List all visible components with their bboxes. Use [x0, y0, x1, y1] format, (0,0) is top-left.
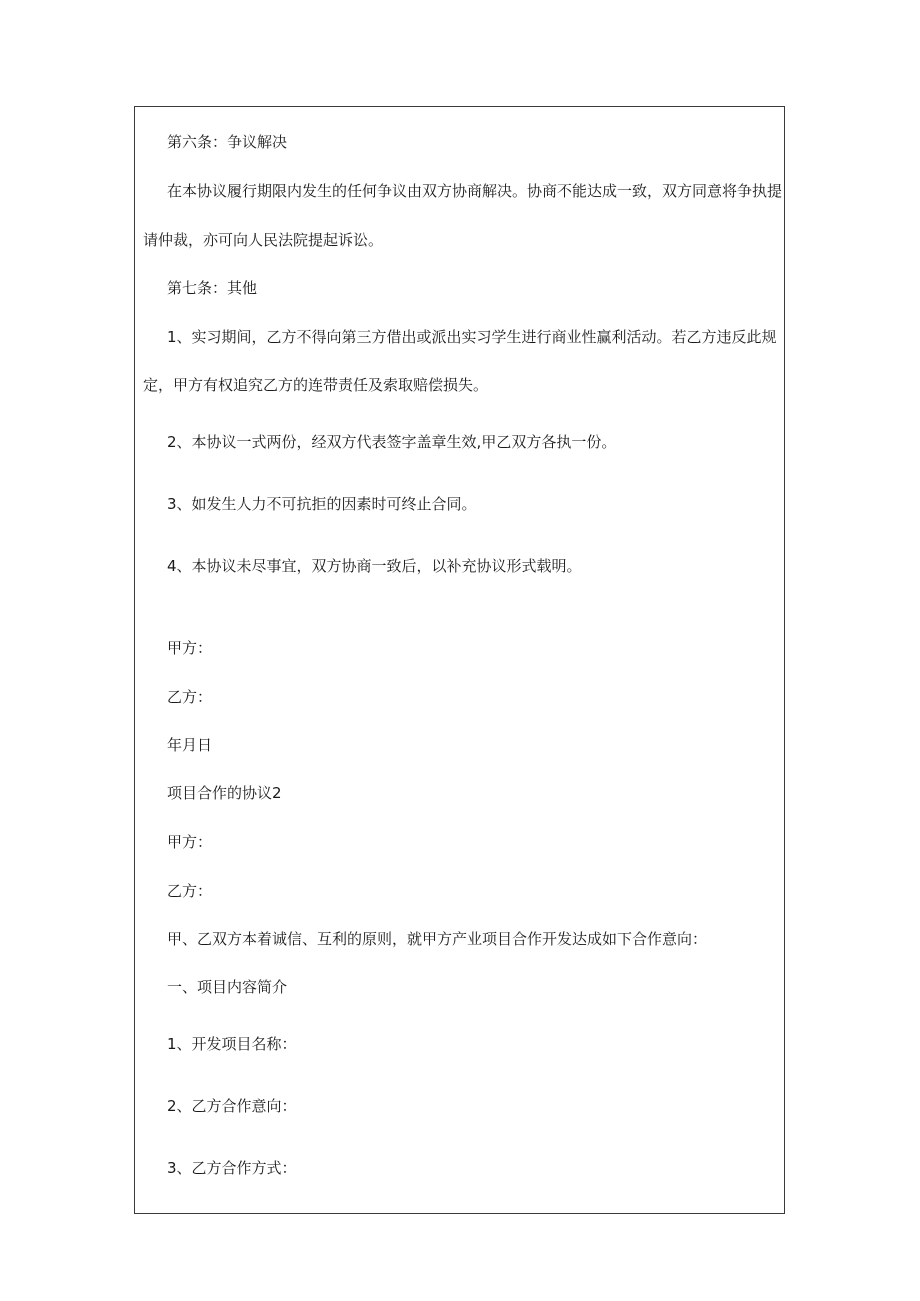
agreement-2-party-a: 甲方：	[167, 833, 213, 851]
article-7-item-1-line-2: 定，甲方有权追究乙方的连带责任及索取赔偿损失。	[143, 376, 489, 394]
article-6-text-line-1: 在本协议履行期限内发生的任何争议由双方协商解决。协商不能达成一致，双方同意将争执提	[167, 182, 783, 200]
agreement-2-party-b: 乙方：	[167, 882, 213, 900]
signature-party-b: 乙方：	[167, 688, 213, 706]
article-6-heading: 第六条：争议解决	[167, 133, 288, 151]
agreement-2-item-2: 2、乙方合作意向：	[167, 1097, 297, 1115]
article-7-item-3: 3、如发生人力不可抗拒的因素时可终止合同。	[167, 495, 477, 513]
article-7-item-2: 2、本协议一式两份，经双方代表签字盖章生效,甲乙双方各执一份。	[167, 433, 617, 451]
agreement-2-item-1: 1、开发项目名称：	[167, 1035, 297, 1053]
agreement-2-item-3: 3、乙方合作方式：	[167, 1159, 297, 1177]
agreement-2-title: 项目合作的协议2	[167, 784, 282, 802]
article-7-item-4: 4、本协议未尽事宜，双方协商一致后，以补充协议形式载明。	[167, 557, 582, 575]
article-7-heading: 第七条：其他	[167, 279, 258, 297]
agreement-2-intro: 甲、乙双方本着诚信、互利的原则，就甲方产业项目合作开发达成如下合作意向：	[167, 930, 708, 948]
article-6-text-line-2: 请仲裁，亦可向人民法院提起诉讼。	[143, 231, 384, 249]
section-1-heading: 一、项目内容简介	[167, 978, 288, 996]
signature-party-a: 甲方：	[167, 639, 213, 657]
signature-date: 年月日	[167, 736, 213, 754]
article-7-item-1-line-1: 1、实习期间，乙方不得向第三方借出或派出实习学生进行商业性赢利活动。若乙方违反此规	[167, 328, 777, 346]
